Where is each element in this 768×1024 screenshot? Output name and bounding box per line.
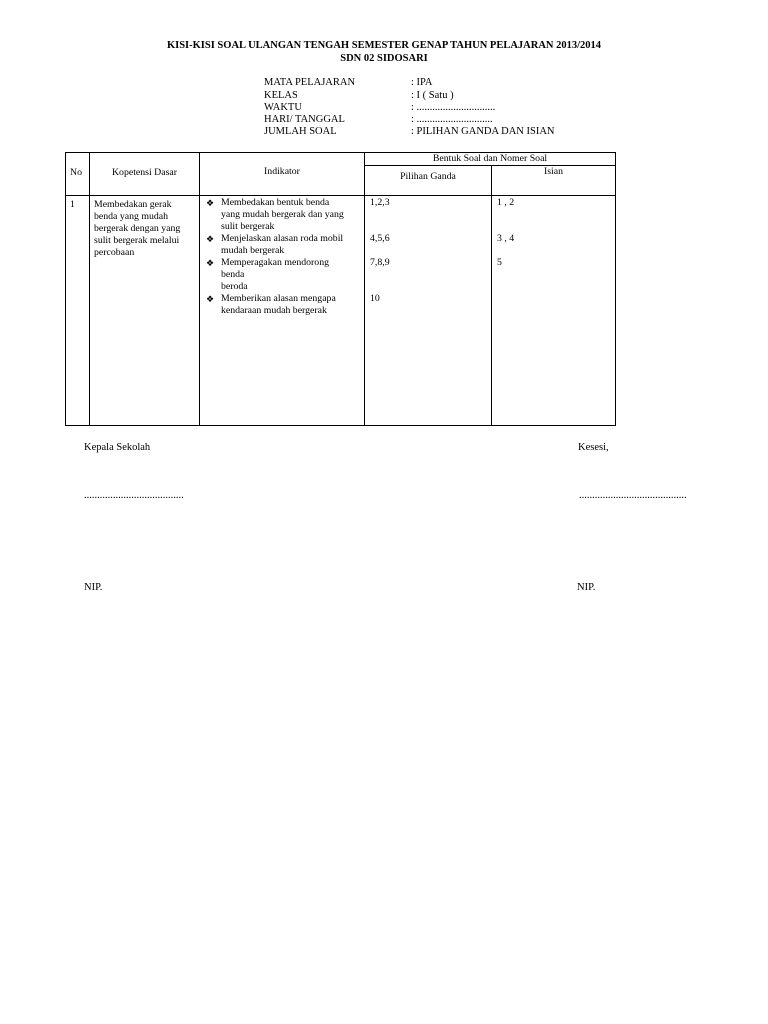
header-bentuk-soal: Bentuk Soal dan Nomer Soal <box>365 153 616 166</box>
header-indikator: Indikator <box>200 153 365 196</box>
principal-nip: NIP. <box>84 582 103 593</box>
principal-signature-line: ...................................... <box>84 490 184 501</box>
diamond-bullet-icon: ❖ <box>206 234 215 244</box>
indikator-line: Membedakan bentuk benda <box>221 197 330 208</box>
principal-title: Kepala Sekolah <box>84 442 151 453</box>
pg-numbers: 7,8,9 <box>370 257 390 268</box>
diamond-bullet-icon: ❖ <box>206 198 215 208</box>
header-kompetensi: Kopetensi Dasar <box>90 153 200 196</box>
meta-label: WAKTU <box>264 102 302 113</box>
indikator-line: benda <box>221 269 245 280</box>
isian-numbers: 3 , 4 <box>497 233 515 244</box>
meta-value: : .............................. <box>411 102 496 113</box>
document-title: KISI-KISI SOAL ULANGAN TENGAH SEMESTER GENAP TAHUN PELAJARAN 2013/2014 <box>166 40 602 51</box>
meta-label: MATA PELAJARAN <box>264 77 356 88</box>
assessor-title: Kesesi, <box>578 442 609 453</box>
indikator-line: kendaraan mudah bergerak <box>221 305 327 316</box>
kisi-kisi-table <box>65 152 616 426</box>
school-name: SDN 02 SIDOSARI <box>340 53 428 64</box>
meta-value: : IPA <box>411 77 433 88</box>
indikator-line: yang mudah bergerak dan yang <box>221 209 344 220</box>
meta-label: HARI/ TANGGAL <box>264 114 345 125</box>
meta-label: JUMLAH SOAL <box>264 126 337 137</box>
header-no: No <box>66 153 90 196</box>
indikator-line: mudah bergerak <box>221 245 285 256</box>
indikator-line: beroda <box>221 281 248 292</box>
cell-indikator <box>200 196 365 426</box>
isian-numbers: 1 , 2 <box>497 197 515 208</box>
header-pilihan-ganda: Pilihan Ganda <box>365 166 492 196</box>
indikator-line: Memberikan alasan mengapa <box>221 293 336 304</box>
indikator-line: Menjelaskan alasan roda mobil <box>221 233 344 244</box>
meta-value: : PILIHAN GANDA DAN ISIAN <box>411 126 555 137</box>
meta-value: : I ( Satu ) <box>411 90 454 101</box>
list-item <box>204 293 360 317</box>
meta-label: KELAS <box>264 90 298 101</box>
diamond-bullet-icon: ❖ <box>206 294 215 304</box>
indikator-line: Memperagakan mendorong <box>221 257 330 268</box>
list-item <box>204 233 360 257</box>
isian-numbers: 5 <box>497 257 502 268</box>
meta-value: : ............................. <box>411 114 493 125</box>
list-item <box>204 257 360 293</box>
pg-numbers: 4,5,6 <box>370 233 390 244</box>
cell-kompetensi: Membedakan gerak benda yang mudah bergerak dengan yang sulit bergerak melalui percobaan <box>90 196 200 426</box>
pg-numbers: 1,2,3 <box>370 197 390 208</box>
cell-pilihan-ganda <box>365 196 492 426</box>
indikator-line: sulit bergerak <box>221 221 275 232</box>
table-row <box>66 196 616 426</box>
diamond-bullet-icon: ❖ <box>206 258 215 268</box>
header-isian: Isian <box>492 166 616 196</box>
cell-no: 1 <box>66 196 90 426</box>
assessor-nip: NIP. <box>577 582 596 593</box>
list-item <box>204 197 360 233</box>
pg-numbers: 10 <box>370 293 380 304</box>
assessor-signature-line: ......................................... <box>579 490 687 501</box>
indikator-list <box>204 197 360 317</box>
cell-isian <box>492 196 616 426</box>
